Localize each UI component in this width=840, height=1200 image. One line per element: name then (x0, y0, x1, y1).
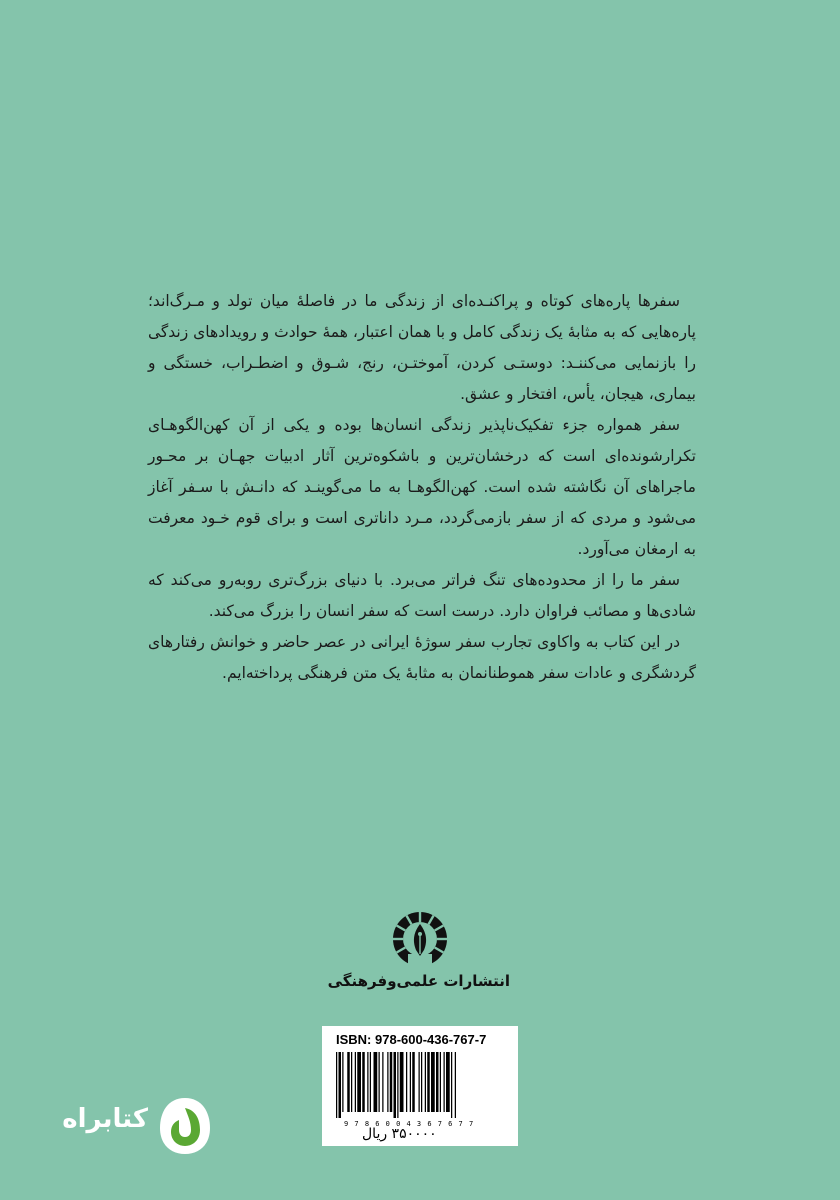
barcode-bar (412, 1052, 415, 1112)
barcode-bar (347, 1052, 350, 1112)
barcode-digits: 9786004367677 (344, 1120, 480, 1128)
barcode-bar (367, 1052, 368, 1112)
barcode-bar (436, 1052, 439, 1112)
barcode-bar (355, 1052, 356, 1112)
barcode-bar (421, 1052, 422, 1112)
isbn-barcode-box (322, 1026, 518, 1146)
isbn-label: ISBN: 978-600-436-767-7 (336, 1032, 487, 1047)
barcode-bar (419, 1052, 420, 1112)
barcode-bar (431, 1052, 435, 1112)
barcode-bar (390, 1052, 393, 1112)
publisher-logo-area (327, 910, 510, 990)
price-label: ۳۵۰۰۰۰ ریال (362, 1126, 437, 1142)
blurb-paragraph-2: سفر همواره جزء تفکیک‌ناپذیر زندگی انسان‌ها بوده و یکی از آن کهن‌الگوهـای تکرارشونده‌ای است که درخشان‌ترین و باشکوه‌ترین آثار ادبیات جهـان بر محـور ماجراهای آن نگاشته شده است. کهن‌الگوهـا به ما می‌گوینـد که دانـش با سـفر آغاز می‌شود و مردی که از سفر بازمی‌گردد، مـرد داناتری است و برای قوم خـود معرفت به ارمغان می‌آورد. (148, 416, 696, 558)
barcode-bar (362, 1052, 365, 1112)
barcode-bar (406, 1052, 407, 1112)
barcode-bar (339, 1052, 342, 1118)
barcode-bar (387, 1052, 388, 1112)
publisher-logo-icon (388, 910, 452, 968)
barcode-bar (397, 1052, 398, 1118)
barcode-bar (336, 1052, 337, 1118)
barcode-bar (440, 1052, 441, 1112)
barcode-bar (357, 1052, 361, 1112)
barcode-bar (425, 1052, 426, 1112)
barcode-bar (382, 1052, 383, 1112)
ketabrah-watermark (38, 1092, 218, 1162)
publisher-name: انتشارات علمی‌وفرهنگی (327, 972, 510, 990)
watermark-text: کتابراه (62, 1104, 148, 1134)
barcode-bar (374, 1052, 378, 1112)
ketabrah-leaf-icon (156, 1094, 214, 1158)
barcode-bar (444, 1052, 445, 1112)
barcode-bar (451, 1052, 452, 1118)
blurb-paragraph-3: سفر ما را از محدوده‌های تنگ فراتر می‌برد. با دنیای بزرگ‌تری روبه‌رو می‌کند که شادی‌ها و مصائب فراوان دارد. درست است که سفر انسان را بزرگ می‌کند. (148, 571, 696, 620)
blurb-paragraph-1: سفرها پاره‌های کوتاه و پراکنـده‌ای از زندگی ما در فاصلهٔ میان تولد و مـرگ‌اند؛ پاره‌هایی که به مثابهٔ یک زندگی کامل و با همان اعتبار، همهٔ حوادث و رویدادهای زندگی را بازنمایی می‌کننـد: دوستـی کردن، آموختـن، رنج، شـوق و اضطـراب، خستگی و بیماری، هیجان، یأس، افتخار و عشق. (148, 292, 696, 403)
barcode-bar (455, 1052, 456, 1118)
barcode-bar (342, 1052, 343, 1112)
blurb-paragraph-4: در این کتاب به واکاوی تجارب سفر سوژهٔ ایرانی در عصر حاضر و خوانش رفتارهای گردشگری و عادات سفر هموطنانمان به مثابهٔ یک متن فرهنگی پرداخته‌ایم. (148, 633, 696, 682)
barcode-graphic (334, 1052, 506, 1118)
barcode-bar (446, 1052, 450, 1112)
barcode-bar (394, 1052, 397, 1118)
barcode-bar (370, 1052, 371, 1112)
barcode-bar (351, 1052, 352, 1112)
barcode-bar (379, 1052, 380, 1112)
barcode-bar (410, 1052, 411, 1112)
back-cover-blurb (148, 286, 696, 689)
barcode-bar (400, 1052, 404, 1112)
barcode-bar (427, 1052, 430, 1112)
